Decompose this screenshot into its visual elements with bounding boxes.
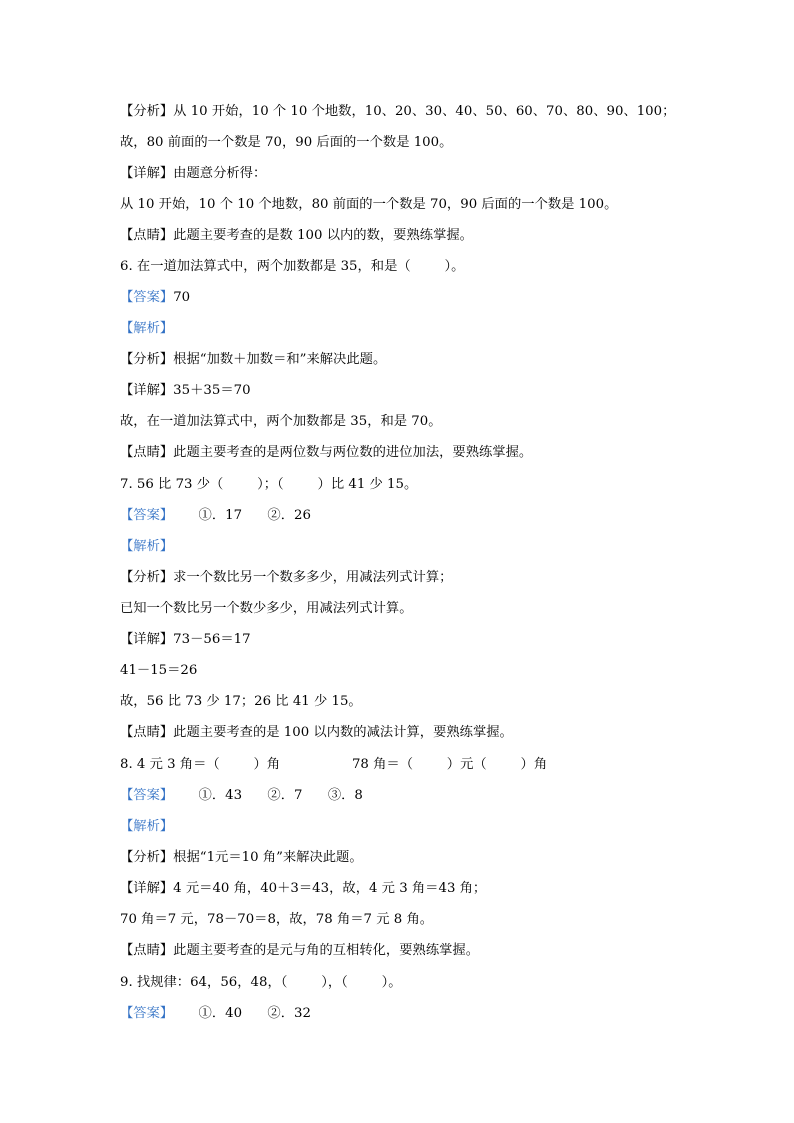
answer-value: ①．17 ②．26 [173, 508, 311, 523]
body-line: 从 10 开始，10 个 10 个地数，80 前面的一个数是 70，90 后面的一个数是 100。 [120, 197, 618, 212]
answer-line-q8 [120, 786, 363, 806]
answer-tag: 【答案】 [120, 290, 174, 305]
analysis-line-q8: 【分析】根据“1元＝10 角”来解决此题。 [120, 850, 363, 865]
answer-tag: 【答案】 [120, 508, 174, 523]
question-8: 8. 4 元 3 角＝（ ）角 78 角＝（ ）元（ ）角 [120, 757, 548, 772]
question-7: 7. 56 比 73 少（ ）；（ ）比 41 少 15。 [120, 477, 418, 492]
answer-line-q9 [120, 1004, 311, 1024]
explanation-tag-q8: 【解析】 [120, 819, 174, 834]
analysis-line: 【分析】从 10 开始，10 个 10 个地数，10、20、30、40、50、60、70、80、90、100； [120, 104, 676, 119]
conclusion-line: 故，80 前面的一个数是 70，90 后面的一个数是 100。 [120, 135, 453, 150]
question-6: 6. 在一道加法算式中，两个加数都是 35，和是（ ）。 [120, 259, 465, 274]
comment-line-q7: 【点睛】此题主要考查的是 100 以内数的减法计算，要熟练掌握。 [120, 725, 513, 740]
answer-line-q6 [120, 288, 190, 308]
detail-line-q8: 【详解】4 元＝40 角，40＋3＝43，故，4 元 3 角＝43 角； [120, 881, 487, 896]
detail-line-q7: 【详解】73－56＝17 [120, 632, 251, 647]
explanation-tag-q7: 【解析】 [120, 539, 174, 554]
comment-line-q6: 【点睛】此题主要考查的是两位数与两位数的进位加法，要熟练掌握。 [120, 445, 533, 460]
comment-line-q8: 【点睛】此题主要考查的是元与角的互相转化，要熟练掌握。 [120, 943, 480, 958]
answer-line-q7 [120, 506, 311, 526]
analysis-line-q7: 【分析】求一个数比另一个数多多少，用减法列式计算； [120, 570, 453, 585]
body-line-q7: 41－15＝26 [120, 663, 198, 678]
answer-value: ①．40 ②．32 [173, 1006, 311, 1021]
question-9: 9. 找规律：64，56，48，（ ），（ ）。 [120, 975, 402, 990]
answer-value: ①．43 ②．7 ③．8 [173, 788, 363, 803]
answer-value: 70 [173, 290, 191, 305]
body-line-q6: 故，在一道加法算式中，两个加数都是 35，和是 70。 [120, 414, 442, 429]
comment-line: 【点睛】此题主要考查的是数 100 以内的数，要熟练掌握。 [120, 228, 473, 243]
analysis-line-q6: 【分析】根据“加数＋加数＝和”来解决此题。 [120, 352, 387, 367]
detail-line: 【详解】由题意分析得： [120, 166, 267, 181]
body-line-q7: 已知一个数比另一个数少多少，用减法列式计算。 [120, 601, 413, 616]
detail-line-q6: 【详解】35＋35＝70 [120, 383, 251, 398]
answer-tag: 【答案】 [120, 788, 174, 803]
body-line-q7: 故，56 比 73 少 17；26 比 41 少 15。 [120, 694, 362, 709]
answer-tag: 【答案】 [120, 1006, 174, 1021]
explanation-tag-q6: 【解析】 [120, 321, 174, 336]
body-line-q8: 70 角＝7 元，78－70＝8，故，78 角＝7 元 8 角。 [120, 912, 434, 927]
